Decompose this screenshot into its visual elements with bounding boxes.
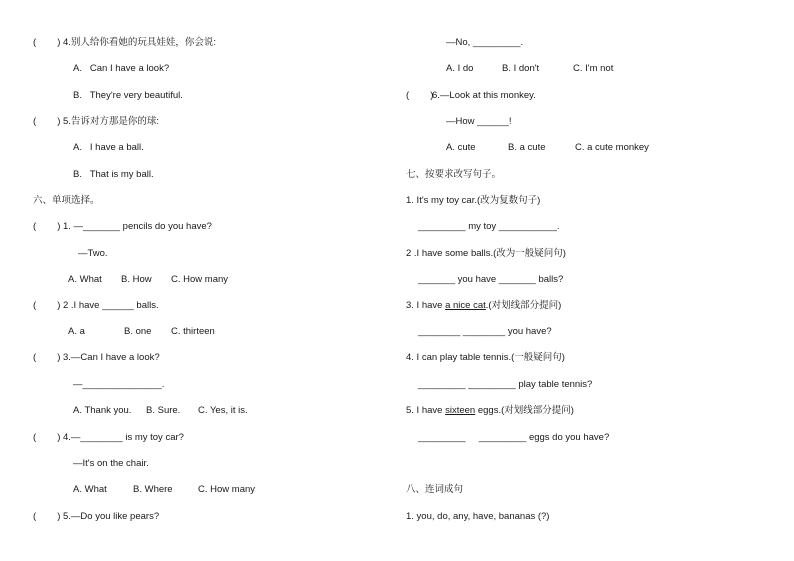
option-b[interactable]: B. one: [124, 326, 152, 337]
option-a[interactable]: A. I do: [446, 63, 474, 74]
option-b[interactable]: B. a cute: [508, 142, 546, 153]
option-a[interactable]: A. Thank you.: [73, 405, 132, 416]
option-a[interactable]: A. What: [68, 274, 102, 285]
question-text: [406, 405, 574, 417]
answer-bracket[interactable]: ( ): [406, 90, 434, 101]
question-text: 5.告诉对方那是你的球:: [63, 116, 160, 127]
question-text: 3.—Can I have a look?: [63, 352, 160, 363]
section-title: 八、连词成句: [406, 484, 464, 495]
rewrite-answer-line[interactable]: ________ ________ you have?: [418, 326, 552, 337]
question-text: 1. you, do, any, have, bananas (?): [406, 511, 550, 522]
option-a[interactable]: A. I have a ball.: [73, 142, 144, 153]
option-c[interactable]: C. Yes, it is.: [198, 405, 248, 416]
question-text: [406, 300, 561, 312]
option-b[interactable]: B. Sure.: [146, 405, 181, 416]
option-c[interactable]: C. thirteen: [171, 326, 215, 337]
option-a[interactable]: A. cute: [446, 142, 476, 153]
question-text: 5.—Do you like pears?: [63, 511, 160, 522]
option-b[interactable]: B. They're very beautiful.: [73, 90, 183, 101]
dialogue-answer: —How ______!: [446, 116, 512, 127]
question-prefix: 5. I have: [406, 405, 446, 416]
option-b[interactable]: B. I don't: [502, 63, 540, 74]
underlined-phrase: a nice cat: [445, 300, 486, 311]
question-prefix: 3. I have: [406, 300, 446, 311]
dialogue-answer: —_______________.: [73, 379, 165, 390]
rewrite-answer-line[interactable]: _______ you have _______ balls?: [418, 274, 564, 285]
option-a[interactable]: A. a: [68, 326, 85, 337]
question-suffix: eggs.(对划线部分提问): [475, 405, 574, 416]
answer-bracket[interactable]: ( ): [33, 37, 61, 48]
question-text: 4. I can play table tennis.(一般疑问句): [406, 352, 565, 363]
rewrite-answer-line[interactable]: _________ my toy ___________.: [418, 221, 560, 232]
option-a[interactable]: A. Can I have a look?: [73, 63, 170, 74]
answer-bracket[interactable]: ( ): [33, 511, 61, 522]
option-c[interactable]: C. How many: [198, 484, 256, 495]
answer-bracket[interactable]: ( ): [33, 116, 61, 127]
section-title: 六、单项选择。: [33, 195, 100, 206]
rewrite-answer-line[interactable]: _________ _________ play table tennis?: [418, 379, 593, 390]
answer-bracket[interactable]: ( ): [33, 352, 61, 363]
question-text: 2 .I have ______ balls.: [63, 300, 159, 311]
option-c[interactable]: C. I'm not: [573, 63, 614, 74]
question-text: 1. It's my toy car.(改为复数句子): [406, 195, 541, 206]
answer-bracket[interactable]: ( ): [33, 221, 61, 232]
answer-bracket[interactable]: ( ): [33, 300, 61, 311]
question-text: 6.—Look at this monkey.: [432, 90, 536, 101]
question-text: 4.别人给你看她的玩具娃娃，你会说:: [63, 37, 217, 48]
dialogue-answer: —It's on the chair.: [73, 458, 149, 469]
section-title: 七、按要求改写句子。: [406, 169, 502, 180]
question-suffix: .(对划线部分提问): [485, 300, 562, 311]
question-text: 4.—________ is my toy car?: [63, 432, 184, 443]
option-b[interactable]: B. That is my ball.: [73, 169, 154, 180]
answer-bracket[interactable]: ( ): [33, 432, 61, 443]
option-b[interactable]: B. Where: [133, 484, 173, 495]
underlined-phrase: sixteen: [445, 405, 476, 416]
option-a[interactable]: A. What: [73, 484, 107, 495]
question-text: 1. —_______ pencils do you have?: [63, 221, 212, 232]
dialogue-answer: —No, _________.: [446, 37, 524, 48]
option-b[interactable]: B. How: [121, 274, 152, 285]
dialogue-answer: —Two.: [78, 248, 108, 259]
option-c[interactable]: C. How many: [171, 274, 229, 285]
option-c[interactable]: C. a cute monkey: [575, 142, 649, 153]
rewrite-answer-line[interactable]: _________ _________ eggs do you have?: [418, 432, 610, 443]
question-text: 2 .I have some balls.(改为一般疑问句): [406, 248, 566, 259]
